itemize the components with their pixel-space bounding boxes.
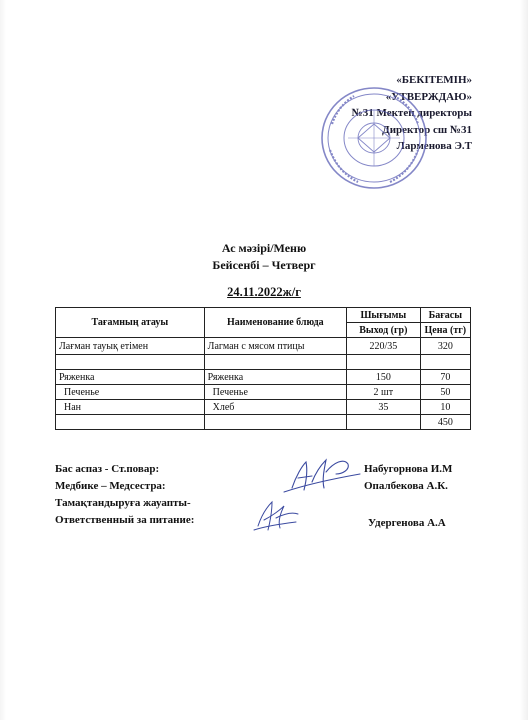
cell-name-kk: Нан — [56, 400, 205, 415]
cell-name-ru: Печенье — [204, 385, 346, 400]
cell-price: 10 — [420, 400, 470, 415]
cell-price: 320 — [420, 338, 470, 355]
responsible-label-ru: Ответственный за питание: — [55, 514, 195, 526]
cell-name-ru: Лагман с мясом птицы — [204, 338, 346, 355]
table-row — [56, 370, 471, 385]
nurse-name: Опалбекова А.К. — [364, 480, 448, 492]
approval-line-5: Ларменова Э.Т — [396, 140, 472, 152]
table-row — [56, 385, 471, 400]
header-price-ru: Цена (тг) — [420, 323, 470, 338]
header-price-kk: Бағасы — [420, 308, 470, 323]
approval-line-2: «УТВЕРЖДАЮ» — [385, 90, 472, 103]
round-stamp-icon — [318, 84, 430, 192]
cell-total: 450 — [420, 415, 470, 430]
header-name-ru: Наименование блюда — [204, 308, 346, 338]
cell-name-kk: Ряженка — [56, 370, 205, 385]
cell-name-ru: Хлеб — [204, 400, 346, 415]
approval-line-3: №31 Мектеп директоры — [351, 107, 472, 119]
table-header-row — [56, 308, 471, 323]
cell-price: 70 — [420, 370, 470, 385]
header-output-kk: Шығымы — [347, 308, 421, 323]
cell-output: 150 — [347, 370, 421, 385]
approval-line-4: Директор сш №31 — [382, 123, 472, 136]
signature-cook-icon — [282, 452, 366, 496]
table-row-blank — [56, 355, 471, 370]
header-name-kk: Тағамның атауы — [56, 308, 205, 338]
header-output-ru: Выход (гр) — [347, 323, 421, 338]
responsible-name: Удергенова А.А — [368, 517, 446, 529]
cell-name-kk: Лағман тауық етімен — [56, 338, 205, 355]
approval-line-1: «БЕКІТЕМІН» — [396, 74, 472, 86]
table-row — [56, 338, 471, 355]
menu-title: Ас мәзірі/Меню — [221, 241, 307, 255]
menu-table — [55, 307, 471, 430]
signature-responsible-icon — [250, 496, 302, 536]
menu-day: Бейсенбі – Четверг — [212, 258, 316, 272]
cell-name-kk: Печенье — [56, 385, 205, 400]
cook-name: Набугорнова И.М — [364, 463, 453, 475]
table-total-row — [56, 415, 471, 430]
cell-output: 2 шт — [347, 385, 421, 400]
table-row — [56, 400, 471, 415]
cell-price: 50 — [420, 385, 470, 400]
cook-label: Бас аспаз - Ст.повар: — [55, 463, 160, 475]
responsible-label-kk: Тамақтандыруға жауапты- — [55, 497, 191, 509]
cell-output: 220/35 — [347, 338, 421, 355]
cell-output: 35 — [347, 400, 421, 415]
nurse-label: Медбике – Медсестра: — [55, 480, 166, 492]
cell-name-ru: Ряженка — [204, 370, 346, 385]
menu-date: 24.11.2022ж/г — [227, 285, 301, 299]
